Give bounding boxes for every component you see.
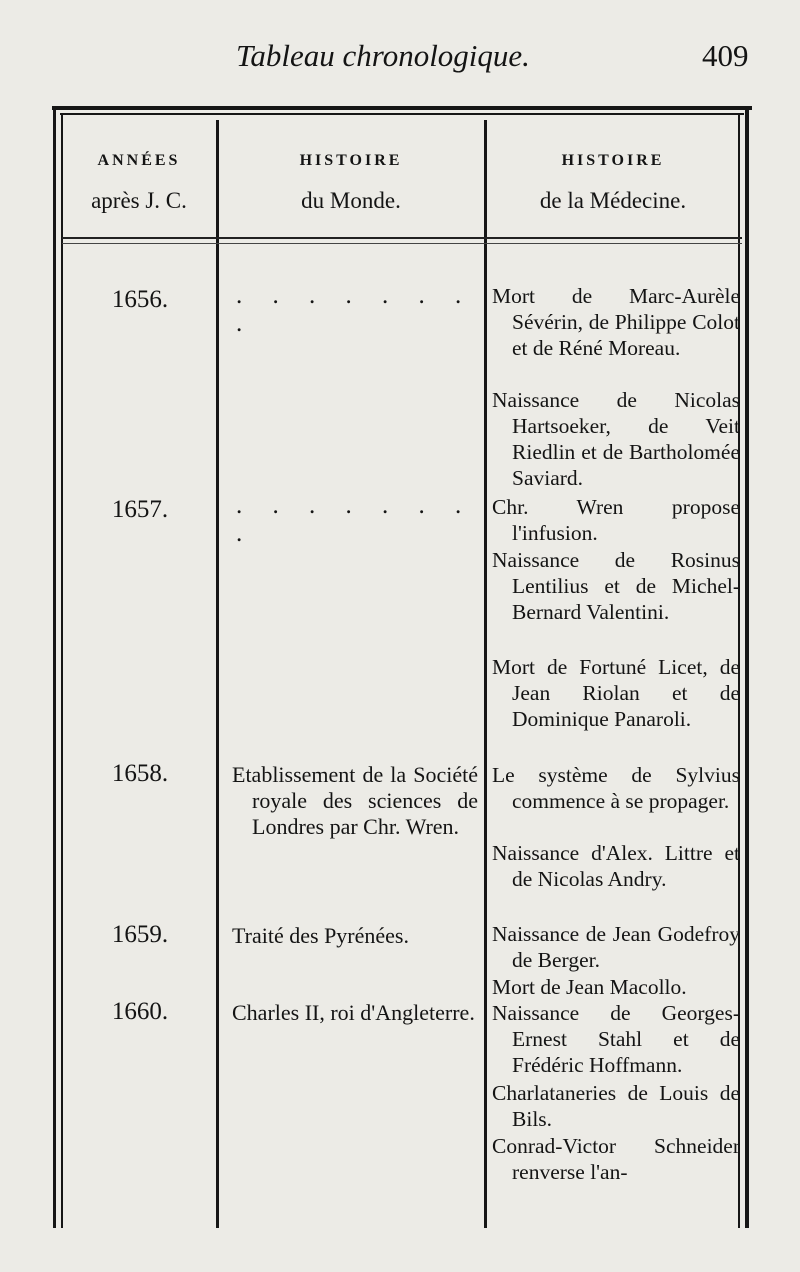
medicine-event: Naissance de Georges-Ernest Stahl et de Frédéric Hoffmann. — [492, 1001, 740, 1077]
top-rule-thick — [52, 106, 752, 110]
year-1656: 1656. — [111, 286, 169, 313]
frame-left-inner — [61, 113, 63, 1228]
medicine-event: Naissance d'Alex. Littre et de Nicolas Andry. — [492, 841, 740, 891]
medicine-event: Naissance de Rosinus Lentilius et de Michel-Bernard Valentini. — [492, 548, 740, 624]
running-head-title: Tableau chronologique. — [236, 38, 530, 73]
header-years-caps: ANNÉES — [97, 152, 181, 169]
header-medicine — [488, 152, 738, 214]
leader-dots-1657: . . . . . . . . — [236, 492, 474, 547]
medicine-event: Mort de Jean Macollo. — [492, 975, 687, 999]
leader-dots-1656: . . . . . . . . — [236, 282, 474, 337]
year-1660: 1660. — [111, 998, 169, 1025]
column-divider-2 — [484, 120, 487, 1228]
year-1657: 1657. — [111, 496, 169, 523]
header-world — [220, 152, 482, 214]
header-medicine-caps: HISTOIRE — [561, 152, 665, 169]
header-rule-thin — [62, 243, 742, 244]
medicine-event: Chr. Wren propose l'infusion. — [492, 495, 740, 545]
medicine-event: Le système de Sylvius commence à se propager. — [492, 763, 740, 813]
world-event: Etablissement de la Société royale des sciences de Londres par Chr. Wren. — [232, 762, 478, 839]
world-event: Charles II, roi d'Angleterre. — [232, 1000, 475, 1025]
top-rule-thin — [60, 113, 744, 115]
header-world-sub: du Monde. — [301, 188, 401, 213]
header-years-sub: après J. C. — [91, 188, 187, 213]
header-world-caps: HISTOIRE — [299, 152, 403, 169]
world-event: Traité des Pyrénées. — [232, 923, 409, 948]
medicine-event: Conrad-Victor Schneider renverse l'an- — [492, 1134, 740, 1184]
medicine-event: Naissance de Jean Godefroy de Berger. — [492, 922, 740, 972]
year-1658: 1658. — [111, 760, 169, 787]
header-medicine-sub: de la Médecine. — [539, 188, 687, 213]
medicine-event: Mort de Marc-Aurèle Sévérin, de Philippe Colot et de Réné Moreau. — [492, 284, 740, 360]
frame-left-outer — [53, 106, 56, 1228]
frame-right-outer — [745, 106, 749, 1228]
medicine-event: Naissance de Nicolas Hartsoeker, de Veit Riedlin et de Bartholomée Saviard. — [492, 388, 740, 490]
header-rule — [62, 237, 742, 239]
running-head — [0, 38, 800, 88]
page-number: 409 — [702, 38, 749, 73]
medicine-event: Charlataneries de Louis de Bils. — [492, 1081, 740, 1131]
year-1659: 1659. — [111, 921, 169, 948]
medicine-event: Mort de Fortuné Licet, de Jean Riolan et de Dominique Panaroli. — [492, 655, 740, 731]
header-years — [63, 152, 215, 214]
